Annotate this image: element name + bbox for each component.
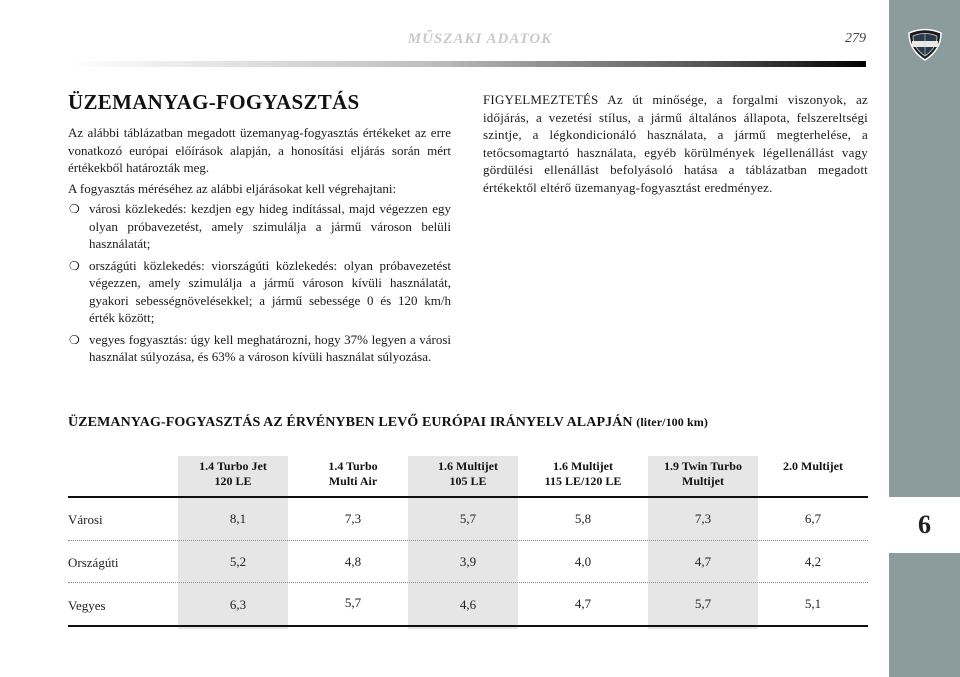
column-header-line: 115 LE/120 LE: [544, 474, 622, 488]
column-header: [753, 459, 873, 474]
column-header: [523, 459, 643, 489]
list-item-text: városi közlekedés: kezdjen egy hideg indítással, majd végezzen egy olyan próbavezetést, amely szimulálja a jármű városon belüli használatát;: [89, 201, 451, 251]
table-cell: 8,1: [229, 511, 247, 526]
list-item-text: vegyes fogyasztás: úgy kell meghatározni, hogy 37% legyen a városi használat súlyozása, és 63% a városon kívüli használat súlyozása.: [89, 331, 451, 364]
warning-paragraph: FIGYELMEZTETÉS Az út minősége, a forgalmi viszonyok, az időjárás, a vezetési stílus, a jármű általános állapota, felszereltségi szintje, a légkondicionáló használata, a jármű megterhelése, a tetőcsomagtartó használata, egyéb körülmények légellenállást vagy gördülési ellenállást befolyásoló hatása a táblázatban megadott értékektől eltérő üzemanyag-fogyasztást eredményez.: [483, 92, 868, 195]
column-header-line: 120 LE: [214, 474, 252, 488]
column-header-line: 1.6 Multijet: [438, 459, 498, 473]
table-cell: 6,7: [804, 511, 822, 526]
intro-paragraph: Az alábbi táblázatban megadott üzemanyag-fogyasztás értékeket az erre vonatkozó európai előírások alapján, a honosítási eljárás során mért értékekből határozták meg.: [68, 125, 451, 175]
bullet-circle-icon: ❍: [69, 202, 80, 216]
table-cell: 5,7: [694, 596, 712, 611]
header-rule: [68, 61, 866, 67]
table-cell: 4,0: [574, 554, 592, 569]
chapter-sidebar: [889, 0, 960, 677]
bullet-circle-icon: ❍: [69, 258, 80, 273]
list-item-text: országúti közlekedés: viországúti közlekedés: olyan próbavezetést végezzen, amely szimulálja a jármű városon kívüli használatát, gyakori sebességnövelésekkel; a jármű sebessége 0 és 120 km/h érték között;: [89, 257, 451, 325]
list-item: [68, 200, 451, 253]
column-header: [173, 459, 293, 489]
bullet-circle-icon: ❍: [69, 332, 80, 347]
running-header-title: MŰSZAKI ADATOK: [407, 31, 553, 47]
table-cell: 3,9: [459, 554, 477, 569]
procedure-list: [68, 200, 451, 366]
column-header: [408, 459, 528, 489]
table-bottom-rule: [68, 625, 868, 627]
table-cell: 7,3: [344, 511, 362, 526]
chapter-tab[interactable]: 6: [889, 497, 960, 553]
column-header-line: Multi Air: [328, 474, 378, 488]
right-column: [483, 91, 868, 196]
list-item: [68, 257, 451, 327]
column-header: [643, 459, 763, 489]
column-header-line: 1.9 Twin Turbo: [664, 459, 742, 473]
table-cell: 4,7: [694, 554, 712, 569]
table-cell: 6,3: [229, 597, 247, 612]
column-header-line: 105 LE: [449, 474, 487, 488]
table-cell: 5,1: [804, 596, 822, 611]
table-cell: 5,8: [574, 511, 592, 526]
procedure-paragraph: A fogyasztás méréséhez az alábbi eljárásokat kell végrehajtani:: [68, 180, 397, 196]
row-divider: [68, 540, 868, 541]
column-header-line: 1.4 Turbo: [328, 459, 378, 473]
table-cell: 5,7: [344, 595, 362, 610]
column-header-line: 1.4 Turbo Jet: [199, 459, 267, 473]
table-unit: (liter/100 km): [636, 415, 708, 429]
section-title: ÜZEMANYAG-FOGYASZTÁS: [68, 90, 360, 114]
left-column: [68, 124, 451, 370]
column-header-line: Multijet: [682, 474, 724, 488]
table-cell: 4,6: [459, 597, 477, 612]
table-title-text: ÜZEMANYAG-FOGYASZTÁS AZ ÉRVÉNYBEN LEVŐ EURÓPAI IRÁNYELV ALAPJÁN: [68, 415, 633, 430]
list-item: [68, 331, 451, 366]
row-label: Vegyes: [68, 598, 106, 613]
row-divider: [68, 582, 868, 583]
table-cell: 5,2: [229, 554, 247, 569]
table-cell: 7,3: [694, 511, 712, 526]
consumption-table: [68, 456, 868, 631]
table-cell: 4,2: [804, 554, 822, 569]
row-label: Városi: [68, 512, 103, 527]
column-header-line: 2.0 Multijet: [783, 459, 843, 473]
table-title: [68, 415, 708, 431]
header-divider: [68, 496, 868, 498]
table-cell: 4,7: [574, 596, 592, 611]
brand-shield-icon: [906, 27, 944, 61]
row-label: Országúti: [68, 555, 119, 570]
table-cell: 5,7: [459, 511, 477, 526]
column-header: [293, 459, 413, 489]
page-number: 279: [845, 31, 866, 46]
column-header-line: 1.6 Multijet: [553, 459, 613, 473]
table-cell: 4,8: [344, 554, 362, 569]
